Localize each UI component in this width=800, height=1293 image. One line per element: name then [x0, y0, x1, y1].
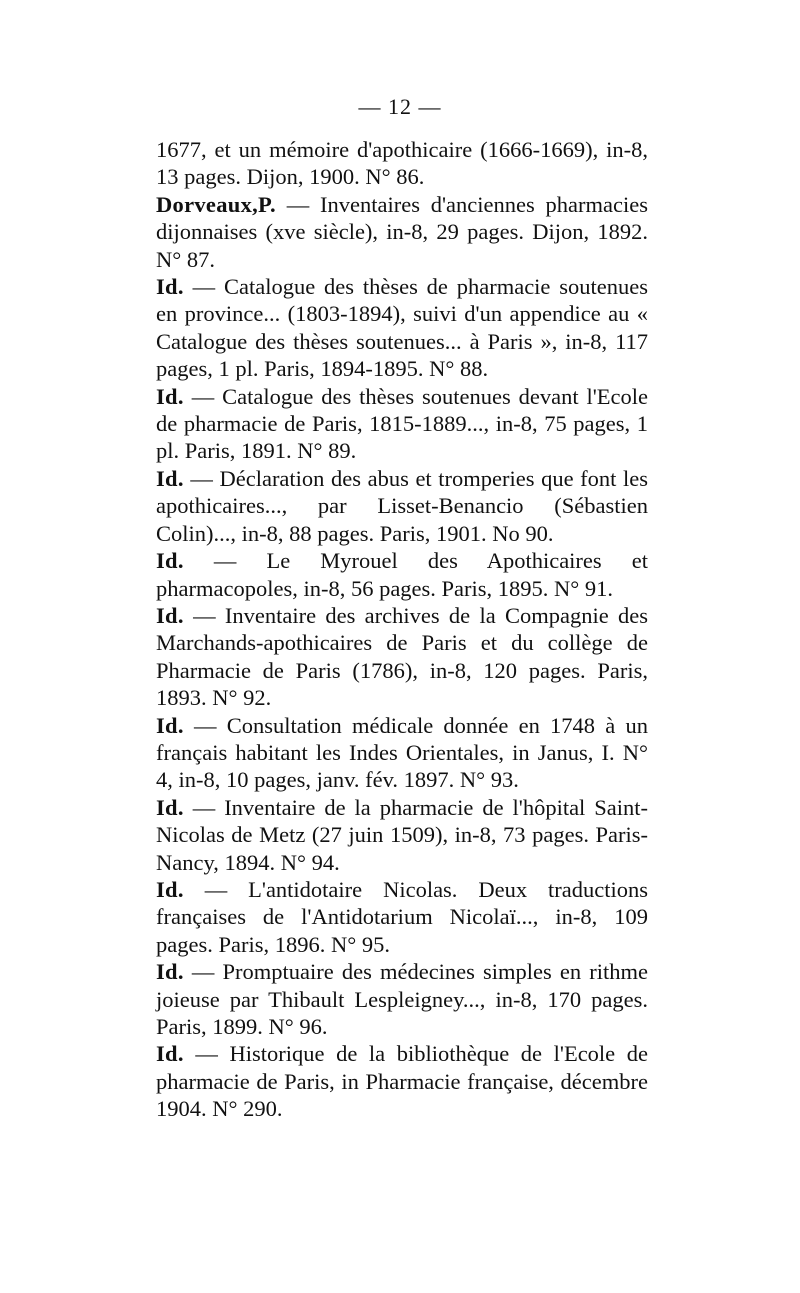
entry-text: — Déclaration des abus et tromperies que font les apothicaires..., par Lisset-Benancio (Sébastien Colin)..., in-8, 88 pages. Paris, 1901. No 90. — [156, 465, 648, 546]
entry-text: — Le Myrouel des Apothicaires et pharmacopoles, in-8, 56 pages. Paris, 1895. N° 91. — [156, 548, 648, 601]
bibliography-entry — [156, 712, 648, 794]
bibliography-entry — [156, 602, 648, 712]
entry-author: Id. — [156, 1041, 184, 1067]
entry-text: — Catalogue des thèses de pharmacie soutenues en province... (1803-1894), suivi d'un appendice au « Catalogue des thèses soutenues... à Paris », in-8, 117 pages, 1 pl. Paris, 1894-1895. N° 88. — [156, 274, 648, 382]
bibliography-entry — [156, 547, 648, 602]
entry-author: Id. — [156, 794, 184, 820]
entry-text: 1677, et un mémoire d'apothicaire (1666-1669), in-8, 13 pages. Dijon, 1900. N° 86. — [156, 137, 648, 190]
bibliography-list — [156, 136, 648, 1123]
entry-author: Id. — [156, 274, 184, 300]
entry-text: — Inventaire de la pharmacie de l'hôpital Saint-Nicolas de Metz (27 juin 1509), in-8, 73 pages. Paris-Nancy, 1894. N° 94. — [156, 794, 648, 875]
bibliography-entry — [156, 136, 648, 191]
entry-text: — L'antidotaire Nicolas. Deux traductions françaises de l'Antidotarium Nicolaï..., in-8, 109 pages. Paris, 1896. N° 95. — [156, 876, 648, 957]
entry-text: — Inventaires d'anciennes pharmacies dijonnaises (xve siècle), in-8, 29 pages. Dijon, 1892. N° 87. — [156, 191, 648, 272]
entry-text: — Catalogue des thèses soutenues devant l'Ecole de pharmacie de Paris, 1815-1889..., in-8, 75 pages, 1 pl. Paris, 1891. N° 89. — [156, 383, 648, 464]
entry-text: — Consultation médicale donnée en 1748 à un français habitant les Indes Orientales, in Janus, I. N° 4, in-8, 10 pages, janv. fév. 1897. N° 93. — [156, 712, 648, 793]
bibliography-entry — [156, 876, 648, 958]
entry-text: — Inventaire des archives de la Compagnie des Marchands-apothicaires de Paris et du collège de Pharmacie de Paris (1786), in-8, 120 pages. Paris, 1893. N° 92. — [156, 602, 648, 711]
entry-author: Id. — [156, 383, 184, 409]
entry-author: Id. — [156, 712, 184, 738]
entry-author: Id. — [156, 548, 184, 574]
entry-author: Id. — [156, 876, 184, 902]
bibliography-entry — [156, 958, 648, 1040]
entry-text: — Historique de la bibliothèque de l'Ecole de pharmacie de Paris, in Pharmacie française, décembre 1904. N° 290. — [156, 1041, 648, 1122]
entry-author: Dorveaux,P. — [156, 191, 276, 217]
entry-author: Id. — [156, 959, 184, 985]
bibliography-entry — [156, 273, 648, 383]
entry-author: Id. — [156, 465, 184, 491]
bibliography-entry — [156, 383, 648, 465]
bibliography-entry — [156, 794, 648, 876]
bibliography-entry — [156, 465, 648, 547]
page-number: — 12 — — [358, 94, 442, 119]
bibliography-entry — [156, 1040, 648, 1122]
entry-text: — Promptuaire des médecines simples en rithme joieuse par Thibault Lespleigney..., in-8, 170 pages. Paris, 1899. N° 96. — [156, 959, 648, 1039]
entry-author: Id. — [156, 602, 184, 628]
bibliography-entry — [156, 191, 648, 273]
